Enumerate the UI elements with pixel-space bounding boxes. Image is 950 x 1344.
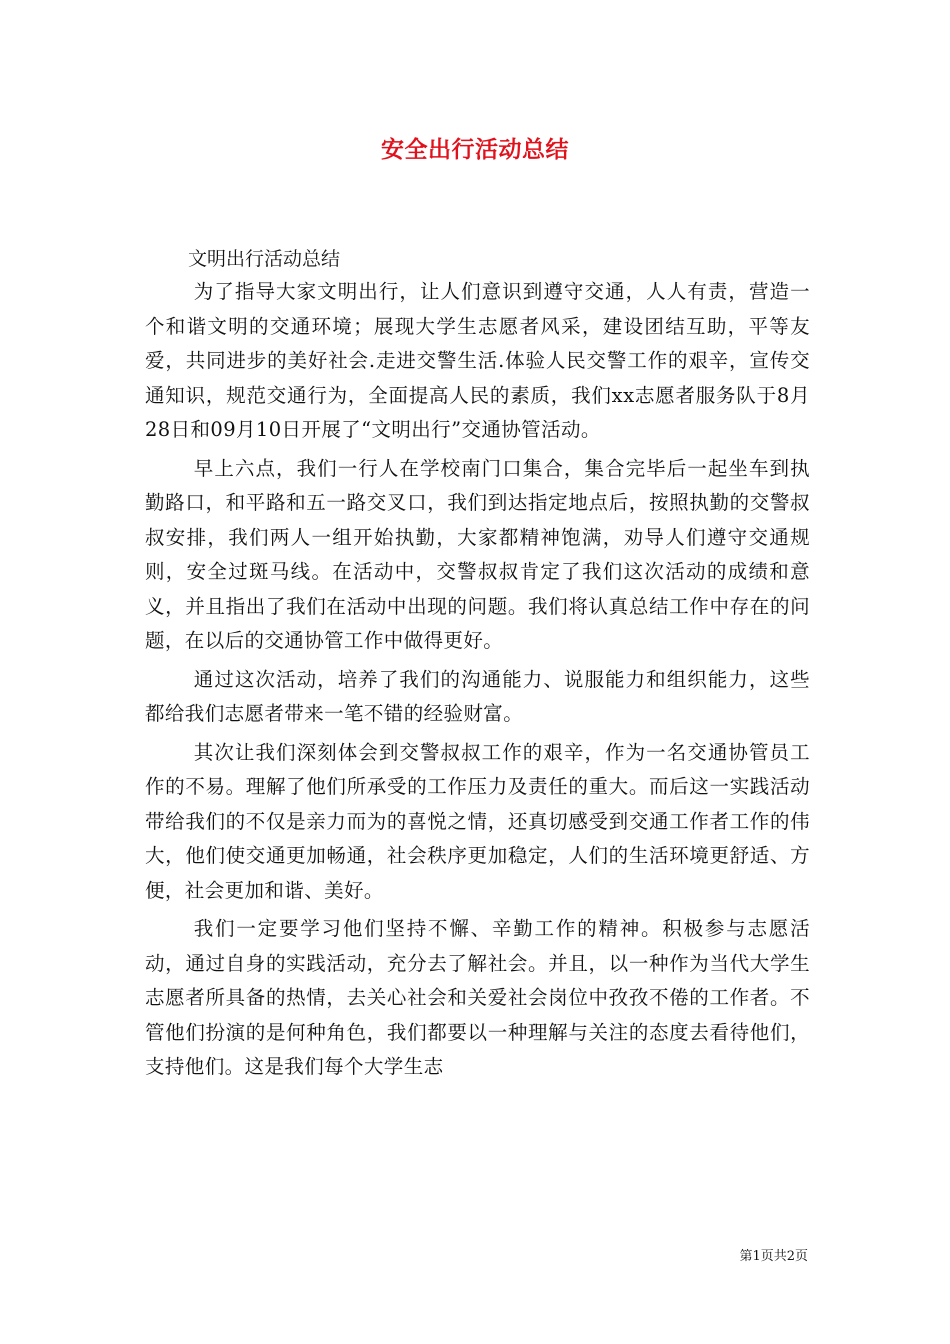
subtitle: 文明出行活动总结	[188, 248, 341, 270]
body-text	[145, 275, 810, 1089]
paragraph: 其次让我们深刻体会到交警叔叔工作的艰辛，作为一名交通协管员工作的不易。理解了他们所承受的工作压力及责任的重大。而后这一实践活动带给我们的不仅是亲力而为的喜悦之情，还真切感受到交通工作者工作的伟大，他们使交通更加畅通，社会秩序更加稳定，人们的生活环境更舒适、方便，社会更加和谐、美好。	[145, 740, 810, 902]
page-footer	[0, 1248, 950, 1266]
paragraph: 为了指导大家文明出行，让人们意识到遵守交通，人人有责，营造一个和谐文明的交通环境；展现大学生志愿者风采，建设团结互助，平等友爱，共同进步的美好社会.走进交警生活.体验人民交警工作的艰辛，宣传交通知识，规范交通行为，全面提高人民的素质，我们xx志愿者服务队于8月28日和09月10日开展了“文明出行”交通协管活动。	[145, 280, 810, 441]
paragraph: 我们一定要学习他们坚持不懈、辛勤工作的精神。积极参与志愿活动，通过自身的实践活动，充分去了解社会。并且，以一种作为当代大学生志愿者所具备的热情，去关心社会和关爱社会岗位中孜孜不倦的工作者。不管他们扮演的是何种角色，我们都要以一种理解与关注的态度去看待他们，支持他们。这是我们每个大学生志	[145, 917, 810, 1078]
paragraph: 通过这次活动，培养了我们的沟通能力、说服能力和组织能力，这些都给我们志愿者带来一笔不错的经验财富。	[145, 667, 810, 725]
paragraph: 早上六点，我们一行人在学校南门口集合，集合完毕后一起坐车到执勤路口，和平路和五一路交叉口，我们到达指定地点后，按照执勤的交警叔叔安排，我们两人一组开始执勤，大家都精神饱满，劝导人们遵守交通规则，安全过斑马线。在活动中，交警叔叔肯定了我们这次活动的成绩和意义，并且指出了我们在活动中出现的问题。我们将认真总结工作中存在的问题，在以后的交通协管工作中做得更好。	[145, 456, 810, 652]
page-title: 安全出行活动总结	[381, 137, 569, 163]
page-number: 第1页共2页	[739, 1249, 808, 1264]
